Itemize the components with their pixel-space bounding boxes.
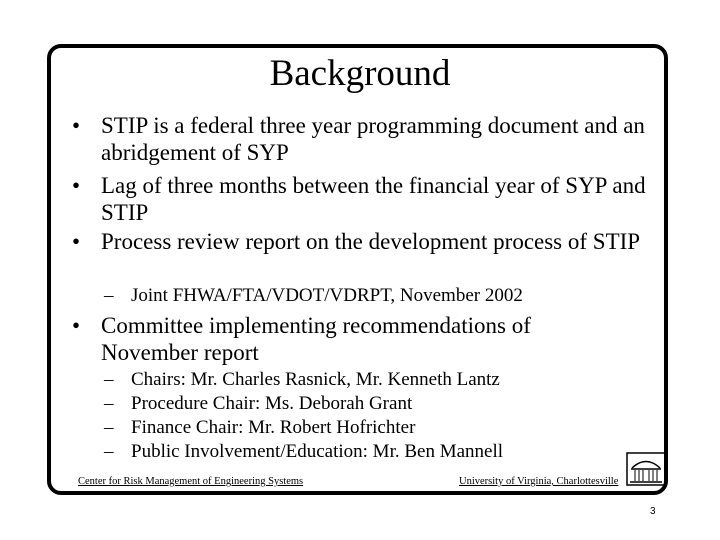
sub-bullet-item <box>104 416 574 440</box>
bullet-marker: • <box>72 229 81 254</box>
rotunda-logo-icon <box>626 452 666 486</box>
sub-bullet-item <box>104 392 574 416</box>
bullet-marker: • <box>72 173 81 198</box>
bullet-text: Lag of three months between the financial year of SYP and STIP <box>101 173 646 225</box>
footer-left-text: Center for Risk Management of Engineering Systems <box>78 476 304 487</box>
bullet-text: Committee implementing recommendations of November report <box>101 313 531 365</box>
bullet-item <box>72 112 652 166</box>
sub-bullet-item <box>104 284 574 308</box>
footer-right-text: University of Virginia, Charlottesville <box>459 476 619 487</box>
sub-bullet-marker: – <box>104 369 114 390</box>
sub-bullet-item <box>104 440 574 464</box>
bullet-text: Process review report on the development process of STIP <box>101 229 641 254</box>
bullet-marker: • <box>72 113 81 138</box>
sub-bullet-marker: – <box>104 393 114 414</box>
bullet-item <box>72 172 652 226</box>
sub-bullet-text: Public Involvement/Education: Mr. Ben Mannell <box>131 441 504 462</box>
sub-bullet-text: Finance Chair: Mr. Robert Hofrichter <box>131 417 416 438</box>
sub-bullet-marker: – <box>104 441 114 462</box>
bullet-marker: • <box>72 313 81 338</box>
sub-bullet-text: Joint FHWA/FTA/VDOT/VDRPT, November 2002 <box>131 285 523 306</box>
sub-bullet-text: Chairs: Mr. Charles Rasnick, Mr. Kenneth Lantz <box>131 369 500 390</box>
sub-bullet-item <box>104 368 574 392</box>
slide-title: Background <box>269 53 451 94</box>
bullet-text: STIP is a federal three year programming document and an abridgement of SYP <box>101 113 645 165</box>
sub-bullet-text: Procedure Chair: Ms. Deborah Grant <box>131 393 413 414</box>
bullet-item <box>72 228 652 255</box>
sub-bullet-marker: – <box>104 285 114 306</box>
bullet-item <box>72 312 572 366</box>
page-number: 3 <box>650 506 656 517</box>
sub-bullet-marker: – <box>104 417 114 438</box>
